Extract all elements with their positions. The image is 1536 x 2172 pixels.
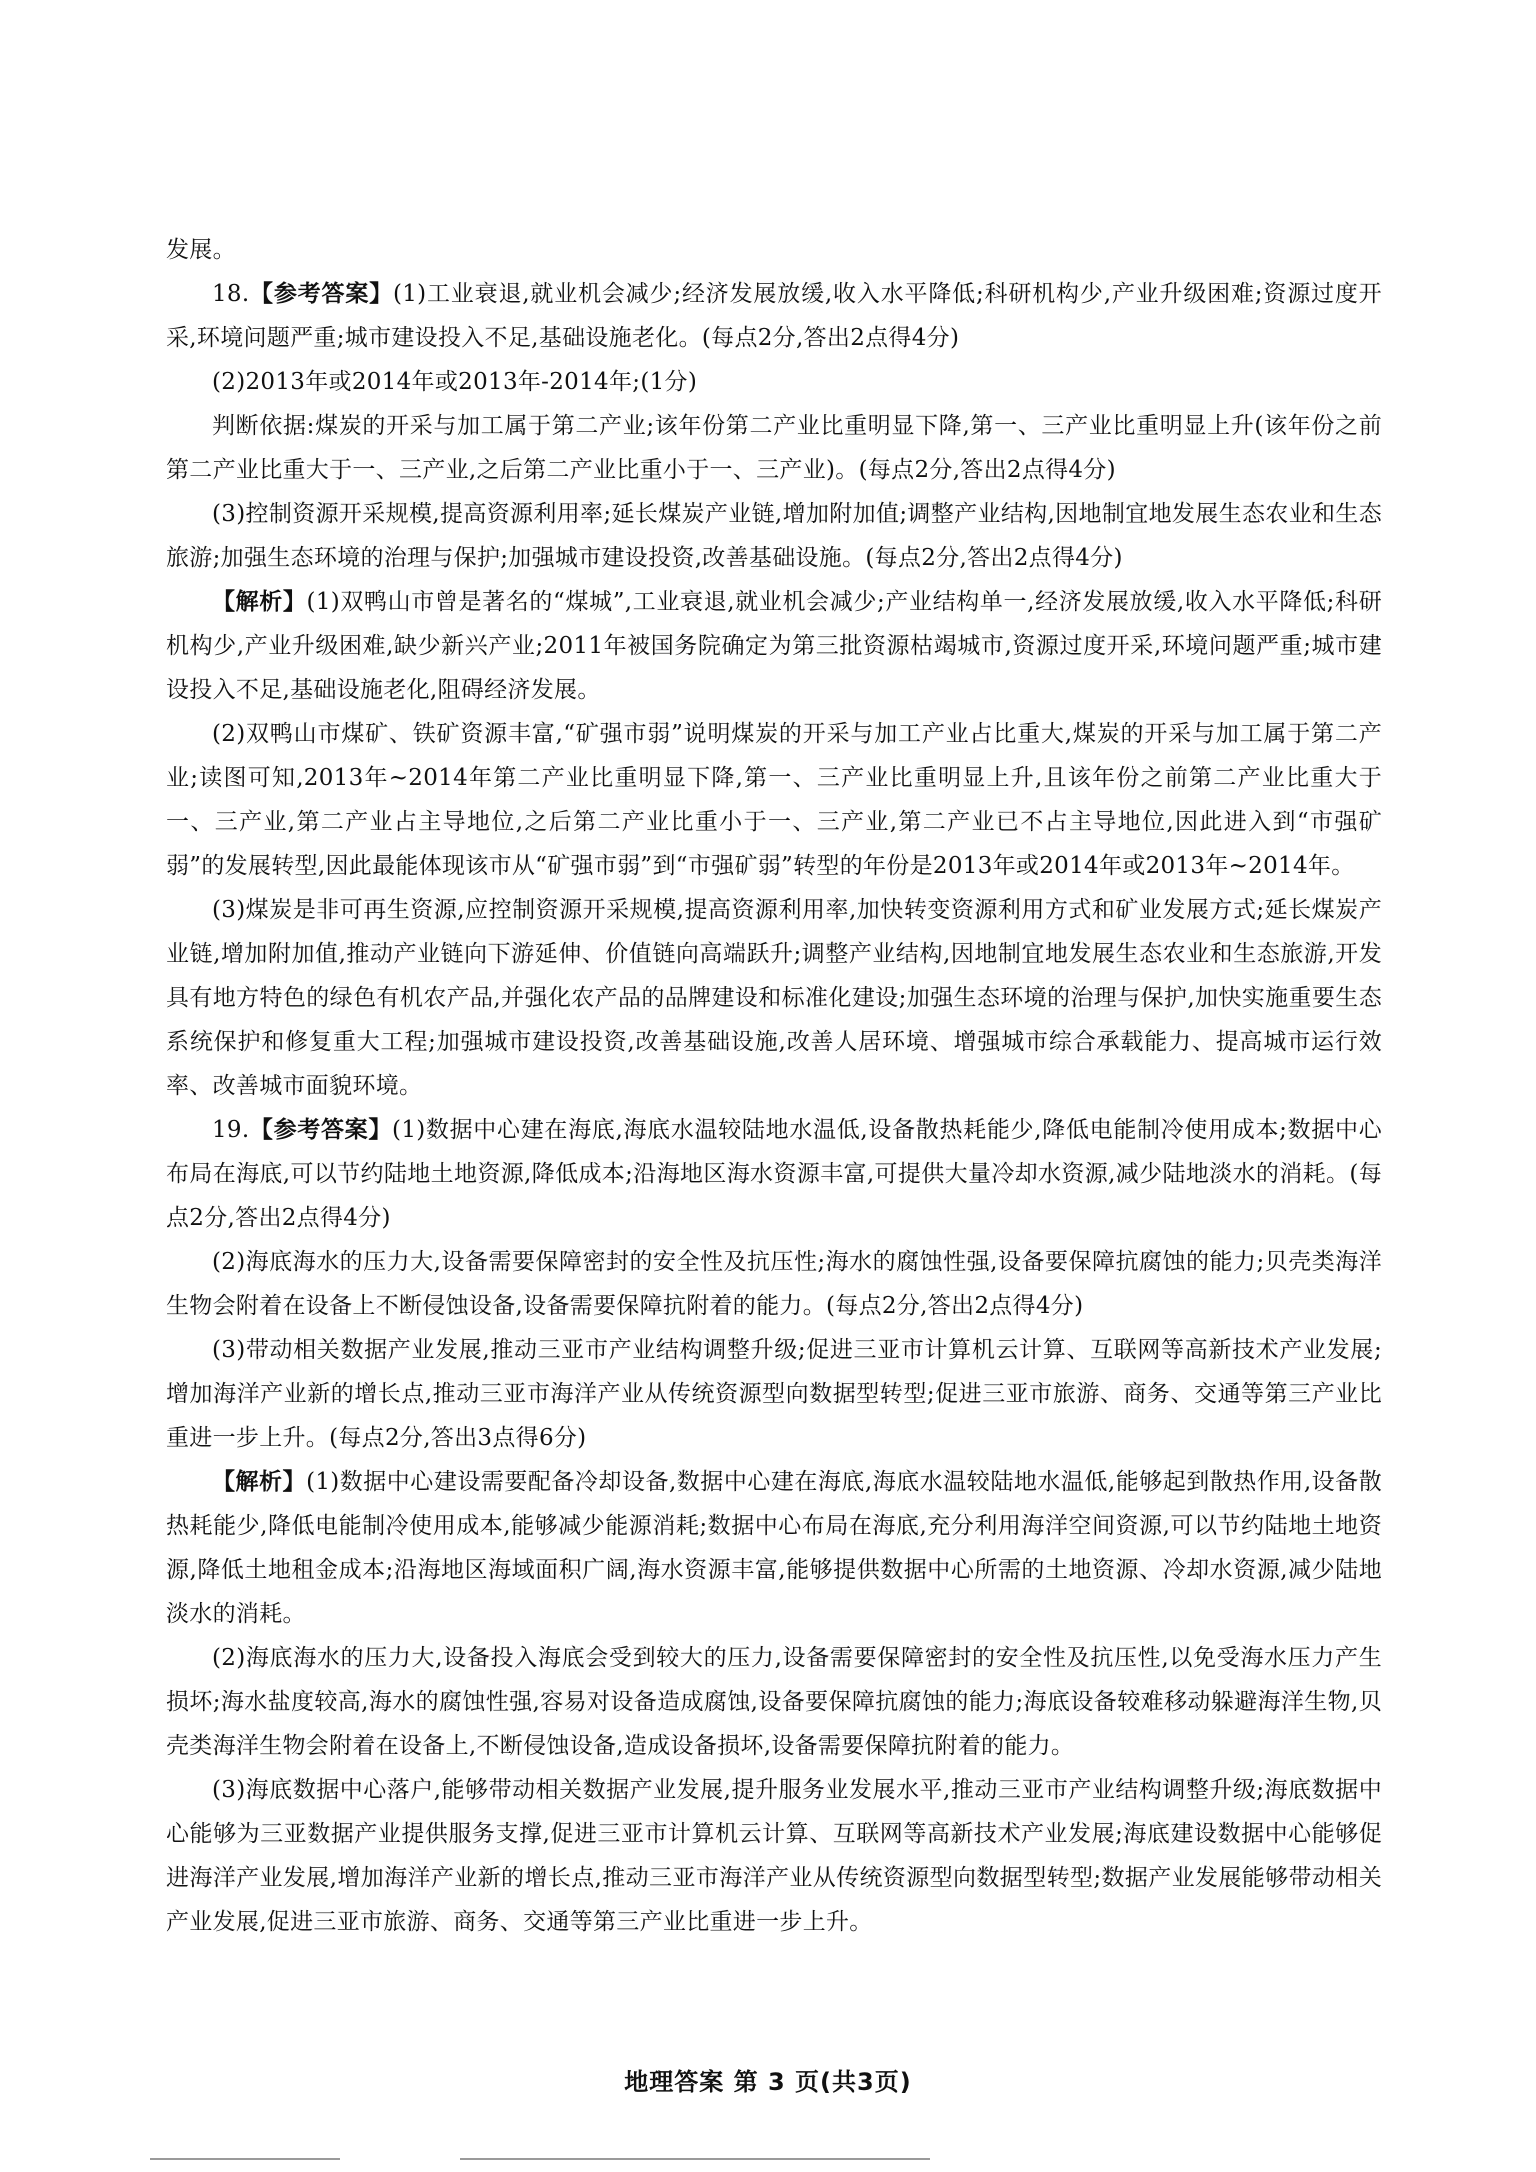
answer-text: (1)工业衰退,就业机会减少;经济发展放缓,收入水平降低;科研机构少,产业升级困难;资源过度开采,环境问题严重;城市建设投入不足,基础设施老化。(每点2分,答出2点得4分) [166, 281, 1382, 351]
answer-text: (1)数据中心建在海底,海底水温较陆地水温低,设备散热耗能少,降低电能制冷使用成本;数据中心布局在海底,可以节约陆地土地资源,降低成本;沿海地区海水资源丰富,可提供大量冷却水资源,减少陆地淡水的消耗。(每点2分,答出2点得4分) [166, 1117, 1382, 1231]
answer-18-part-2: (2)2013年或2014年或2013年-2014年;(1分) [212, 369, 698, 395]
answer-18-part-2-basis: 判断依据:煤炭的开采与加工属于第二产业;该年份第二产业比重明显下降,第一、三产业比重明显上升(该年份之前第二产业比重大于一、三产业,之后第二产业比重小于一、三产业)。(每点2分,答出2点得4分) [166, 413, 1382, 483]
paragraph-continuation: 发展。 [166, 237, 236, 263]
answer-18-part-1 [166, 272, 1382, 360]
answer-19-part-3: (3)带动相关数据产业发展,推动三亚市产业结构调整升级;促进三亚市计算机云计算、互联网等高新技术产业发展;增加海洋产业新的增长点,推动三亚市海洋产业从传统资源型向数据型转型;促进三亚市旅游、商务、交通等第三产业比重进一步上升。(每点2分,答出3点得6分) [166, 1337, 1382, 1451]
analysis-19-part-3: (3)海底数据中心落户,能够带动相关数据产业发展,提升服务业发展水平,推动三亚市产业结构调整升级;海底数据中心能够为三亚数据产业提供服务支撑,促进三亚市计算机云计算、互联网等高新技术产业发展;海底建设数据中心能够促进海洋产业发展,增加海洋产业新的增长点,推动三亚市海洋产业从传统资源型向数据型转型;数据产业发展能够带动相关产业发展,促进三亚市旅游、商务、交通等第三产业比重进一步上升。 [166, 1777, 1382, 1935]
question-number: 19. [212, 1117, 250, 1143]
analysis-label: 【解析】 [212, 588, 307, 615]
analysis-text: (1)数据中心建设需要配备冷却设备,数据中心建在海底,海底水温较陆地水温低,能够起到散热作用,设备散热耗能少,降低电能制冷使用成本,能够减少能源消耗;数据中心布局在海底,充分利用海洋空间资源,可以节约陆地土地资源,降低土地租金成本;沿海地区海域面积广阔,海水资源丰富,能够提供数据中心所需的土地资源、冷却水资源,减少陆地淡水的消耗。 [166, 1469, 1382, 1627]
answer-19-part-2: (2)海底海水的压力大,设备需要保障密封的安全性及抗压性;海水的腐蚀性强,设备要保障抗腐蚀的能力;贝壳类海洋生物会附着在设备上不断侵蚀设备,设备需要保障抗附着的能力。(每点2分,答出2点得4分) [166, 1249, 1382, 1319]
analysis-19-part-2: (2)海底海水的压力大,设备投入海底会受到较大的压力,设备需要保障密封的安全性及抗压性,以免受海水压力产生损坏;海水盐度较高,海水的腐蚀性强,容易对设备造成腐蚀,设备要保障抗腐蚀的能力;海底设备较难移动躲避海洋生物,贝壳类海洋生物会附着在设备上,不断侵蚀设备,造成设备损坏,设备需要保障抗附着的能力。 [166, 1645, 1382, 1759]
scan-edge-rule [150, 2158, 340, 2160]
question-number: 18. [212, 281, 250, 307]
analysis-label: 【解析】 [212, 1468, 307, 1495]
analysis-18-part-2: (2)双鸭山市煤矿、铁矿资源丰富,“矿强市弱”说明煤炭的开采与加工产业占比重大,煤炭的开采与加工属于第二产业;读图可知,2013年~2014年第二产业比重明显下降,第一、三产业比重明显上升,且该年份之前第二产业比重大于一、三产业,第二产业占主导地位,之后第二产业比重小于一、三产业,第二产业已不占主导地位,因此进入到“市强矿弱”的发展转型,因此最能体现该市从“矿强市弱”到“市强矿弱”转型的年份是2013年或2014年或2013年~2014年。 [166, 721, 1382, 879]
answer-19-part-1 [166, 1108, 1382, 1240]
analysis-18-part-1 [166, 580, 1382, 712]
analysis-18-part-3: (3)煤炭是非可再生资源,应控制资源开采规模,提高资源利用率,加快转变资源利用方式和矿业发展方式;延长煤炭产业链,增加附加值,推动产业链向下游延伸、价值链向高端跃升;调整产业结构,因地制宜地发展生态农业和生态旅游,开发具有地方特色的绿色有机农产品,并强化农产品的品牌建设和标准化建设;加强生态环境的治理与保护,加快实施重要生态系统保护和修复重大工程;加强城市建设投资,改善基础设施,改善人居环境、增强城市综合承载能力、提高城市运行效率、改善城市面貌环境。 [166, 897, 1382, 1099]
scan-edge-rule [460, 2158, 930, 2160]
analysis-text: (1)双鸭山市曾是著名的“煤城”,工业衰退,就业机会减少;产业结构单一,经济发展放缓,收入水平降低;科研机构少,产业升级困难,缺少新兴产业;2011年被国务院确定为第三批资源枯竭城市,资源过度开采,环境问题严重;城市建设投入不足,基础设施老化,阻碍经济发展。 [166, 589, 1382, 703]
reference-answer-label: 【参考答案】 [249, 280, 393, 307]
answer-content [166, 228, 1382, 1944]
reference-answer-label: 【参考答案】 [249, 1116, 393, 1143]
answer-18-part-3: (3)控制资源开采规模,提高资源利用率;延长煤炭产业链,增加附加值;调整产业结构,因地制宜地发展生态农业和生态旅游;加强生态环境的治理与保护;加强城市建设投资,改善基础设施。(每点2分,答出2点得4分) [166, 501, 1382, 571]
page-footer: 地理答案 第 3 页(共3页) [624, 2068, 912, 2096]
analysis-19-part-1 [166, 1460, 1382, 1636]
